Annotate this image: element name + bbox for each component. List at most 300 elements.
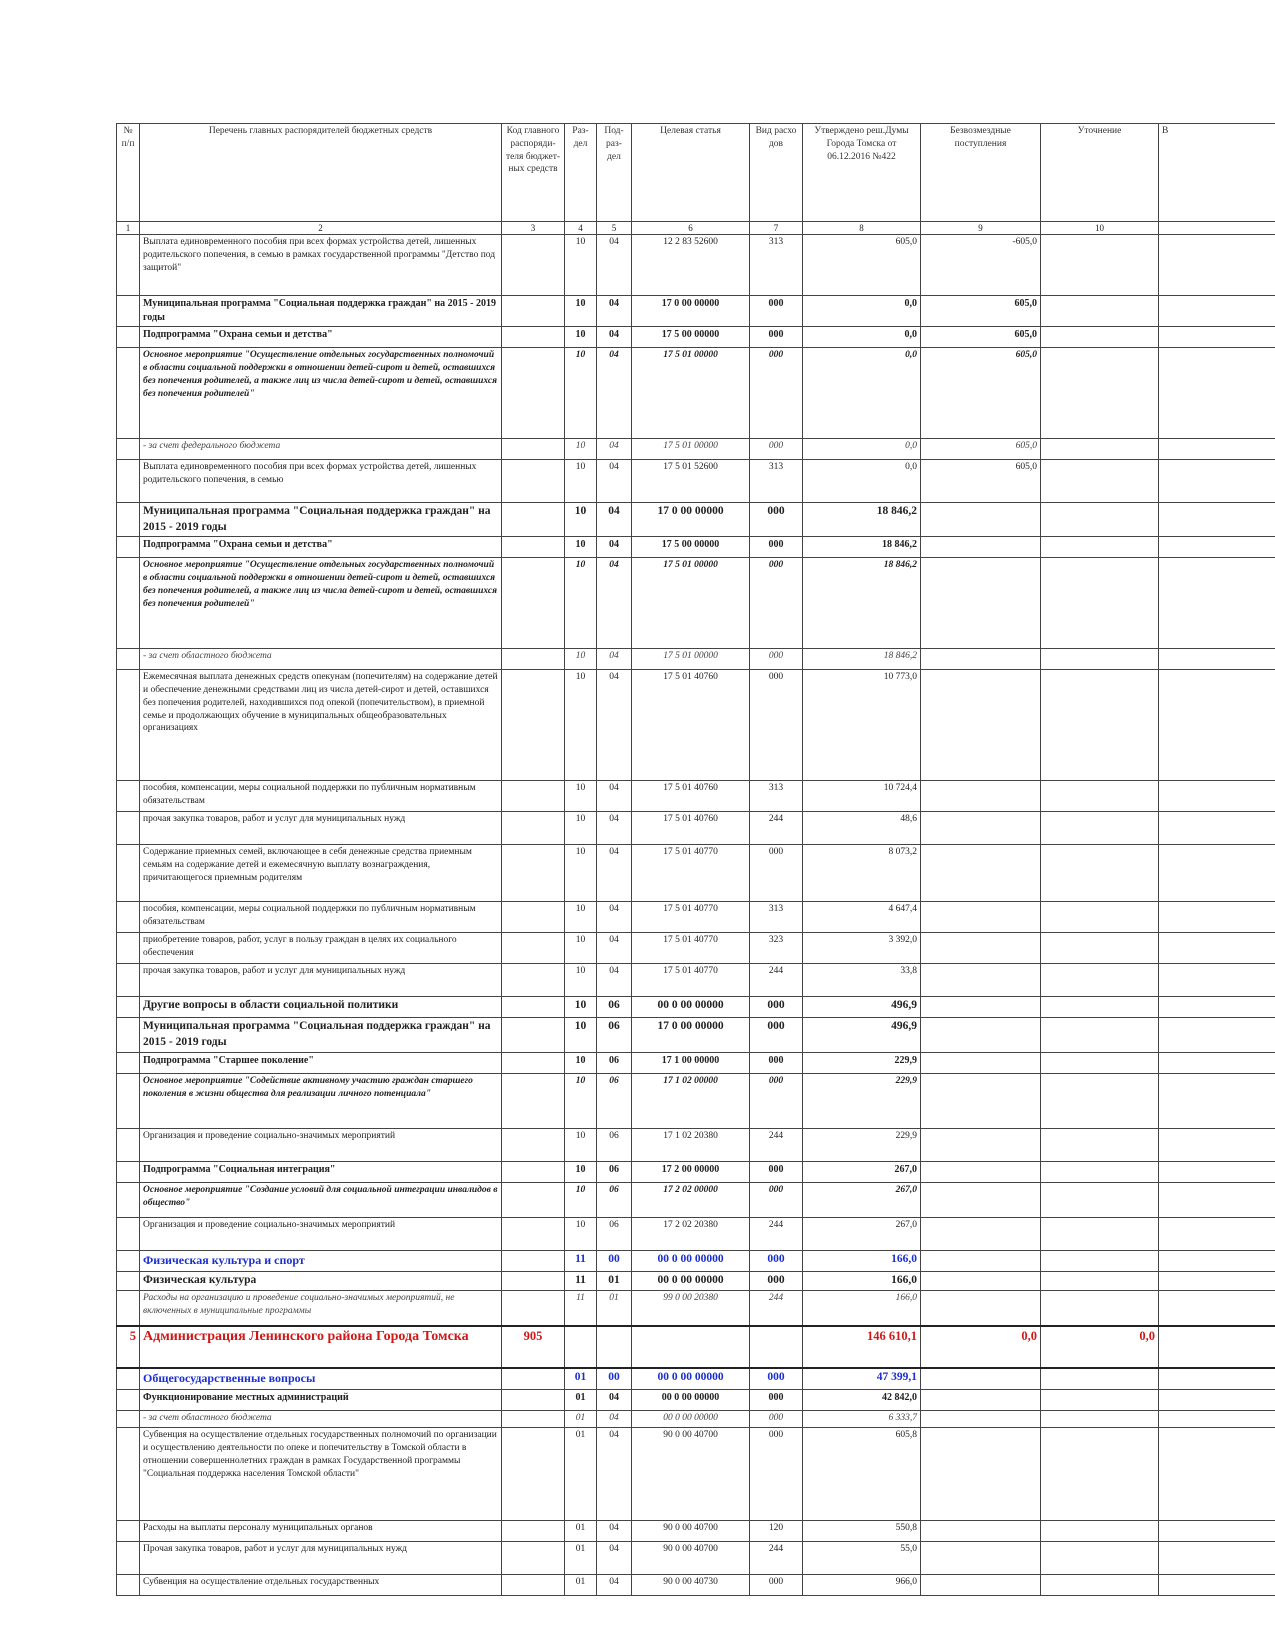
- table-row: [117, 1272, 1275, 1291]
- row-code: [502, 1575, 565, 1596]
- row-target-article: 17 5 01 40770: [632, 845, 750, 902]
- row-target-article: 17 5 01 00000: [632, 439, 750, 460]
- row-expense-type: 000: [750, 1053, 803, 1074]
- table-row: [117, 902, 1275, 933]
- row-code: [502, 439, 565, 460]
- table-row: [117, 1129, 1275, 1162]
- row-extra: [1159, 1428, 1275, 1521]
- row-code: [502, 1074, 565, 1129]
- row-code: [502, 348, 565, 439]
- row-name: Другие вопросы в области социальной политики: [140, 997, 502, 1018]
- row-subsection: 04: [597, 503, 632, 537]
- table-row: [117, 348, 1275, 439]
- row-number: [117, 558, 140, 649]
- row-name: прочая закупка товаров, работ и услуг для муниципальных нужд: [140, 964, 502, 997]
- table-row: [117, 1428, 1275, 1521]
- row-code: [502, 964, 565, 997]
- row-number: [117, 781, 140, 812]
- row-number: [117, 348, 140, 439]
- row-expense-type: 313: [750, 781, 803, 812]
- row-number: 5: [117, 1326, 140, 1368]
- row-expense-type: 000: [750, 348, 803, 439]
- table-row: [117, 781, 1275, 812]
- row-refinement: [1041, 235, 1159, 296]
- row-code: [502, 845, 565, 902]
- row-approved: 605,8: [803, 1428, 921, 1521]
- row-approved: 166,0: [803, 1291, 921, 1327]
- row-code: [502, 649, 565, 670]
- row-extra: [1159, 1129, 1275, 1162]
- row-number: [117, 1251, 140, 1272]
- row-approved: 229,9: [803, 1129, 921, 1162]
- row-expense-type: 000: [750, 439, 803, 460]
- header-col-grants: Безвозмездные поступления: [921, 124, 1041, 222]
- row-name: Администрация Ленинского района Города Томска: [140, 1326, 502, 1368]
- header-col-section: Раз-дел: [565, 124, 597, 222]
- row-section: 10: [565, 781, 597, 812]
- row-expense-type: 120: [750, 1521, 803, 1542]
- row-target-article: 17 5 00 00000: [632, 537, 750, 558]
- row-section: [565, 1326, 597, 1368]
- row-target-article: 17 5 01 40760: [632, 781, 750, 812]
- row-expense-type: 313: [750, 235, 803, 296]
- row-refinement: [1041, 997, 1159, 1018]
- row-subsection: 04: [597, 670, 632, 781]
- row-approved: 267,0: [803, 1183, 921, 1218]
- row-expense-type: 244: [750, 1542, 803, 1575]
- row-grants: -605,0: [921, 235, 1041, 296]
- row-expense-type: 244: [750, 1218, 803, 1251]
- row-target-article: 00 0 00 00000: [632, 1411, 750, 1428]
- row-subsection: 04: [597, 439, 632, 460]
- row-target-article: 00 0 00 00000: [632, 1251, 750, 1272]
- row-refinement: [1041, 902, 1159, 933]
- row-subsection: 04: [597, 558, 632, 649]
- row-section: 11: [565, 1251, 597, 1272]
- row-code: [502, 558, 565, 649]
- row-expense-type: 000: [750, 537, 803, 558]
- row-section: 10: [565, 537, 597, 558]
- row-section: 10: [565, 1183, 597, 1218]
- row-expense-type: 313: [750, 902, 803, 933]
- row-grants: [921, 1411, 1041, 1428]
- row-extra: [1159, 845, 1275, 902]
- row-grants: [921, 812, 1041, 845]
- row-expense-type: 000: [750, 296, 803, 327]
- row-code: [502, 1053, 565, 1074]
- row-name: Подпрограмма "Охрана семьи и детства": [140, 537, 502, 558]
- row-number: [117, 997, 140, 1018]
- row-grants: [921, 1291, 1041, 1327]
- table-row: [117, 558, 1275, 649]
- row-extra: [1159, 235, 1275, 296]
- row-number: [117, 964, 140, 997]
- column-number: 5: [597, 222, 632, 235]
- row-grants: [921, 1368, 1041, 1390]
- row-number: [117, 235, 140, 296]
- row-target-article: 17 5 01 00000: [632, 649, 750, 670]
- row-approved: 0,0: [803, 296, 921, 327]
- row-code: [502, 1018, 565, 1053]
- column-number: 9: [921, 222, 1041, 235]
- row-code: [502, 1251, 565, 1272]
- table-row: [117, 460, 1275, 503]
- row-refinement: [1041, 296, 1159, 327]
- row-grants: 0,0: [921, 1326, 1041, 1368]
- row-approved: 47 399,1: [803, 1368, 921, 1390]
- row-name: Выплата единовременного пособия при всех формах устройства детей, лишенных родительского попечения, в семью: [140, 460, 502, 503]
- row-expense-type: 000: [750, 845, 803, 902]
- row-extra: [1159, 439, 1275, 460]
- row-grants: [921, 503, 1041, 537]
- row-approved: 4 647,4: [803, 902, 921, 933]
- row-code: [502, 1411, 565, 1428]
- header-col-number: № п/п: [117, 124, 140, 222]
- row-name: Основное мероприятие "Создание условий для социальной интеграции инвалидов в общество": [140, 1183, 502, 1218]
- row-subsection: 06: [597, 997, 632, 1018]
- row-grants: [921, 964, 1041, 997]
- row-name: пособия, компенсации, меры социальной поддержки по публичным нормативным обязательствам: [140, 902, 502, 933]
- row-code: [502, 1183, 565, 1218]
- row-refinement: [1041, 1053, 1159, 1074]
- row-target-article: 17 5 01 40770: [632, 964, 750, 997]
- row-target-article: 90 0 00 40700: [632, 1521, 750, 1542]
- row-extra: [1159, 1575, 1275, 1596]
- row-refinement: [1041, 964, 1159, 997]
- row-expense-type: 323: [750, 933, 803, 964]
- row-extra: [1159, 1542, 1275, 1575]
- row-approved: 267,0: [803, 1218, 921, 1251]
- row-name: Субвенция на осуществление отдельных государственных полномочий по организации и осуществлению деятельности по опеке и попечительству в Томской области в отношении совершеннолетних граждан в рамках Государственной программы "Социальная поддержка населения Томской области": [140, 1428, 502, 1521]
- row-section: 10: [565, 439, 597, 460]
- column-number-row: [117, 222, 1275, 235]
- row-extra: [1159, 558, 1275, 649]
- row-code: [502, 1218, 565, 1251]
- row-expense-type: 000: [750, 649, 803, 670]
- row-subsection: 04: [597, 964, 632, 997]
- row-grants: [921, 997, 1041, 1018]
- row-number: [117, 296, 140, 327]
- row-expense-type: [750, 1326, 803, 1368]
- column-number: 2: [140, 222, 502, 235]
- row-extra: [1159, 964, 1275, 997]
- row-extra: [1159, 1411, 1275, 1428]
- table-row: [117, 1390, 1275, 1411]
- row-name: Подпрограмма "Социальная интеграция": [140, 1162, 502, 1183]
- row-number: [117, 460, 140, 503]
- row-code: [502, 327, 565, 348]
- header-col-code: Код главного распоряди-теля бюджет-ных средств: [502, 124, 565, 222]
- row-number: [117, 1129, 140, 1162]
- row-grants: [921, 845, 1041, 902]
- row-grants: [921, 1129, 1041, 1162]
- row-subsection: 04: [597, 1542, 632, 1575]
- row-approved: 496,9: [803, 1018, 921, 1053]
- row-number: [117, 670, 140, 781]
- row-refinement: [1041, 1162, 1159, 1183]
- row-target-article: 17 5 01 40760: [632, 812, 750, 845]
- row-number: [117, 1018, 140, 1053]
- row-number: [117, 1053, 140, 1074]
- row-extra: [1159, 781, 1275, 812]
- row-refinement: [1041, 1368, 1159, 1390]
- row-refinement: [1041, 1272, 1159, 1291]
- row-grants: [921, 781, 1041, 812]
- header-col-subsection: Под-раз-дел: [597, 124, 632, 222]
- row-section: 10: [565, 1129, 597, 1162]
- row-section: 10: [565, 997, 597, 1018]
- row-grants: [921, 933, 1041, 964]
- table-row: [117, 1251, 1275, 1272]
- row-grants: [921, 537, 1041, 558]
- row-expense-type: 244: [750, 964, 803, 997]
- row-subsection: 04: [597, 348, 632, 439]
- row-expense-type: 000: [750, 1411, 803, 1428]
- row-subsection: 04: [597, 1575, 632, 1596]
- row-expense-type: 000: [750, 558, 803, 649]
- row-name: - за счет федерального бюджета: [140, 439, 502, 460]
- table-row: [117, 1183, 1275, 1218]
- row-expense-type: 000: [750, 1018, 803, 1053]
- row-approved: 33,8: [803, 964, 921, 997]
- row-approved: 6 333,7: [803, 1411, 921, 1428]
- row-approved: 605,0: [803, 235, 921, 296]
- row-target-article: 00 0 00 00000: [632, 1390, 750, 1411]
- row-grants: [921, 1390, 1041, 1411]
- row-refinement: [1041, 1218, 1159, 1251]
- row-section: 11: [565, 1272, 597, 1291]
- row-subsection: 00: [597, 1368, 632, 1390]
- budget-table-page: [116, 123, 1275, 1596]
- table-row: [117, 296, 1275, 327]
- row-refinement: [1041, 1018, 1159, 1053]
- row-number: [117, 1218, 140, 1251]
- row-refinement: [1041, 812, 1159, 845]
- row-expense-type: 244: [750, 1291, 803, 1327]
- header-col-refinement: Уточнение: [1041, 124, 1159, 222]
- table-row: [117, 649, 1275, 670]
- row-approved: 0,0: [803, 439, 921, 460]
- row-subsection: 06: [597, 1018, 632, 1053]
- row-approved: 146 610,1: [803, 1326, 921, 1368]
- row-grants: 605,0: [921, 348, 1041, 439]
- row-target-article: 17 5 01 40770: [632, 933, 750, 964]
- table-row: [117, 1291, 1275, 1327]
- row-code: [502, 537, 565, 558]
- row-section: 01: [565, 1411, 597, 1428]
- row-name: приобретение товаров, работ, услуг в пользу граждан в целях их социального обеспечения: [140, 933, 502, 964]
- row-target-article: 17 2 02 00000: [632, 1183, 750, 1218]
- row-expense-type: 244: [750, 812, 803, 845]
- row-refinement: 0,0: [1041, 1326, 1159, 1368]
- row-section: 01: [565, 1390, 597, 1411]
- row-number: [117, 1368, 140, 1390]
- row-number: [117, 439, 140, 460]
- row-expense-type: 000: [750, 1390, 803, 1411]
- row-grants: [921, 1074, 1041, 1129]
- table-row: [117, 327, 1275, 348]
- column-number: 3: [502, 222, 565, 235]
- row-name: Физическая культура: [140, 1272, 502, 1291]
- row-refinement: [1041, 1542, 1159, 1575]
- row-expense-type: 000: [750, 327, 803, 348]
- row-grants: 605,0: [921, 439, 1041, 460]
- row-section: 01: [565, 1521, 597, 1542]
- row-section: 10: [565, 1074, 597, 1129]
- row-code: [502, 781, 565, 812]
- row-approved: 966,0: [803, 1575, 921, 1596]
- row-name: Субвенция на осуществление отдельных государственных: [140, 1575, 502, 1596]
- row-extra: [1159, 1053, 1275, 1074]
- row-refinement: [1041, 537, 1159, 558]
- row-subsection: 04: [597, 296, 632, 327]
- row-approved: 10 773,0: [803, 670, 921, 781]
- row-grants: [921, 1428, 1041, 1521]
- row-extra: [1159, 1251, 1275, 1272]
- table-row: [117, 933, 1275, 964]
- row-refinement: [1041, 348, 1159, 439]
- row-name: Основное мероприятие "Содействие активному участию граждан старшего поколения в жизни общества для реализации личного потенциала": [140, 1074, 502, 1129]
- row-section: 10: [565, 933, 597, 964]
- table-row: [117, 1053, 1275, 1074]
- row-grants: [921, 1521, 1041, 1542]
- row-refinement: [1041, 845, 1159, 902]
- row-number: [117, 1411, 140, 1428]
- row-number: [117, 1074, 140, 1129]
- table-row: [117, 812, 1275, 845]
- row-extra: [1159, 1291, 1275, 1327]
- row-grants: [921, 1575, 1041, 1596]
- row-subsection: 04: [597, 1428, 632, 1521]
- row-approved: 18 846,2: [803, 649, 921, 670]
- row-code: [502, 503, 565, 537]
- row-name: Организация и проведение социально-значимых мероприятий: [140, 1129, 502, 1162]
- row-target-article: 17 0 00 00000: [632, 296, 750, 327]
- row-section: 10: [565, 1018, 597, 1053]
- row-subsection: 04: [597, 902, 632, 933]
- row-refinement: [1041, 1291, 1159, 1327]
- row-section: 11: [565, 1291, 597, 1327]
- row-approved: 550,8: [803, 1521, 921, 1542]
- row-target-article: 00 0 00 00000: [632, 997, 750, 1018]
- row-extra: [1159, 460, 1275, 503]
- row-expense-type: 000: [750, 1251, 803, 1272]
- row-refinement: [1041, 1251, 1159, 1272]
- row-extra: [1159, 1218, 1275, 1251]
- row-target-article: 90 0 00 40700: [632, 1542, 750, 1575]
- header-col-expense-type: Вид расхо дов: [750, 124, 803, 222]
- row-subsection: 06: [597, 1218, 632, 1251]
- row-refinement: [1041, 649, 1159, 670]
- row-grants: 605,0: [921, 327, 1041, 348]
- row-expense-type: 313: [750, 460, 803, 503]
- row-subsection: 06: [597, 1074, 632, 1129]
- row-subsection: 04: [597, 1390, 632, 1411]
- row-section: 10: [565, 348, 597, 439]
- row-target-article: 17 5 01 00000: [632, 558, 750, 649]
- row-expense-type: 000: [750, 1368, 803, 1390]
- row-subsection: 06: [597, 1053, 632, 1074]
- table-row: [117, 1074, 1275, 1129]
- row-subsection: 04: [597, 781, 632, 812]
- row-grants: 605,0: [921, 296, 1041, 327]
- row-extra: [1159, 1183, 1275, 1218]
- row-extra: [1159, 1326, 1275, 1368]
- row-name: - за счет областного бюджета: [140, 649, 502, 670]
- row-number: [117, 1428, 140, 1521]
- row-extra: [1159, 1368, 1275, 1390]
- row-target-article: 17 5 01 40770: [632, 902, 750, 933]
- header-row: [117, 124, 1275, 222]
- header-col-extra: В: [1159, 124, 1275, 222]
- row-section: 10: [565, 1218, 597, 1251]
- row-section: 10: [565, 327, 597, 348]
- row-approved: 18 846,2: [803, 558, 921, 649]
- table-row: [117, 235, 1275, 296]
- row-number: [117, 1521, 140, 1542]
- row-name: прочая закупка товаров, работ и услуг для муниципальных нужд: [140, 812, 502, 845]
- row-name: пособия, компенсации, меры социальной поддержки по публичным нормативным обязательствам: [140, 781, 502, 812]
- row-extra: [1159, 1521, 1275, 1542]
- row-target-article: 12 2 83 52600: [632, 235, 750, 296]
- row-approved: 166,0: [803, 1251, 921, 1272]
- row-target-article: 17 0 00 00000: [632, 1018, 750, 1053]
- row-code: [502, 1162, 565, 1183]
- table-row: [117, 537, 1275, 558]
- row-approved: 0,0: [803, 327, 921, 348]
- row-extra: [1159, 1018, 1275, 1053]
- row-approved: 18 846,2: [803, 537, 921, 558]
- row-number: [117, 1162, 140, 1183]
- row-number: [117, 1542, 140, 1575]
- row-subsection: 06: [597, 1129, 632, 1162]
- row-expense-type: 000: [750, 1183, 803, 1218]
- row-refinement: [1041, 781, 1159, 812]
- row-subsection: 04: [597, 933, 632, 964]
- row-section: 10: [565, 503, 597, 537]
- row-extra: [1159, 1272, 1275, 1291]
- row-section: 10: [565, 235, 597, 296]
- row-grants: 605,0: [921, 460, 1041, 503]
- row-subsection: 04: [597, 812, 632, 845]
- row-code: [502, 997, 565, 1018]
- row-refinement: [1041, 1575, 1159, 1596]
- row-code: [502, 1542, 565, 1575]
- table-row: [117, 845, 1275, 902]
- row-code: [502, 1390, 565, 1411]
- row-section: 10: [565, 812, 597, 845]
- row-subsection: 04: [597, 1521, 632, 1542]
- row-approved: 0,0: [803, 460, 921, 503]
- row-expense-type: 244: [750, 1129, 803, 1162]
- row-grants: [921, 670, 1041, 781]
- header-col-target-article: Целевая статья: [632, 124, 750, 222]
- row-approved: 42 842,0: [803, 1390, 921, 1411]
- header-col-distributor: Перечень главных распорядителей бюджетных средств: [140, 124, 502, 222]
- table-row: [117, 670, 1275, 781]
- row-refinement: [1041, 1428, 1159, 1521]
- row-name: Содержание приемных семей, включающее в себя денежные средства приемным семьям на содержание детей и ежемесячную выплату вознаграждения, причитающегося приемным родителям: [140, 845, 502, 902]
- table-row: [117, 997, 1275, 1018]
- row-name: Ежемесячная выплата денежных средств опекунам (попечителям) на содержание детей и обеспечение денежными средствами лиц из числа детей-сирот и детей, оставшихся без попечения родителей, находившихся под опекой (попечительством), в приемной семье и продолжающих обучение в муниципальных общеобразовательных организациях: [140, 670, 502, 781]
- row-section: 10: [565, 670, 597, 781]
- row-expense-type: 000: [750, 1575, 803, 1596]
- row-target-article: 17 5 01 40760: [632, 670, 750, 781]
- row-extra: [1159, 997, 1275, 1018]
- row-approved: 229,9: [803, 1053, 921, 1074]
- row-expense-type: 000: [750, 1162, 803, 1183]
- row-refinement: [1041, 1390, 1159, 1411]
